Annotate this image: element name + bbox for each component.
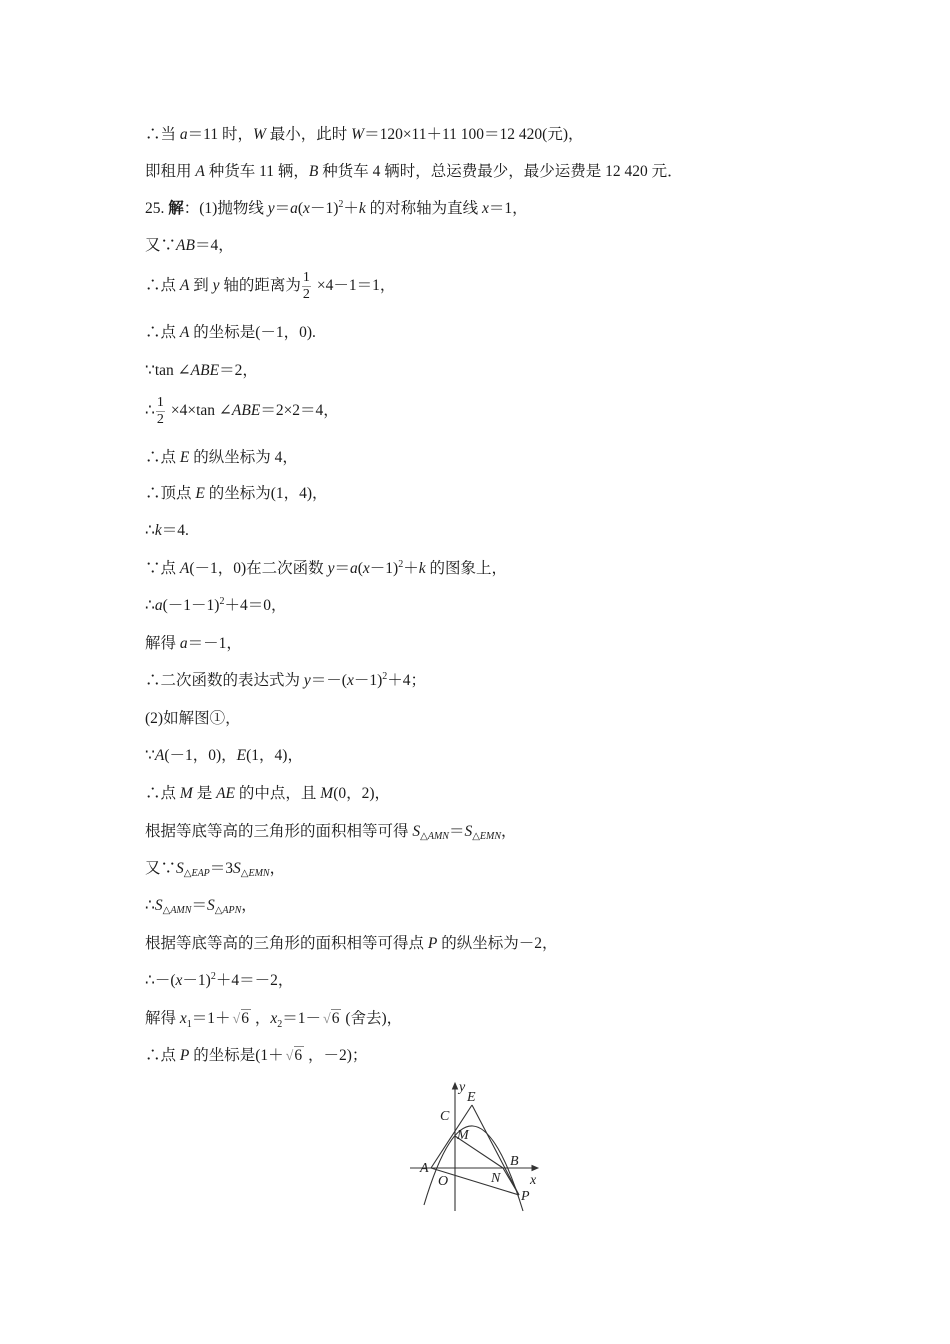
text-line-23: $\therefore-(x-1)^2+4=-2$， — [145, 971, 294, 989]
text-line-4: 又∵AB＝4， — [145, 237, 234, 254]
text-line-25: ∴点 P 的坐标是(1＋ √ 6 ，－2)； — [145, 1046, 367, 1066]
text-line-15: ∴二次函数的表达式为 $y=-(x-1)^2+4$； — [145, 671, 427, 689]
text-line-18: ∴点 M 是 AE 的中点，且 M(0，2)， — [145, 785, 391, 802]
square-root: √ 6 — [284, 1046, 304, 1066]
text-line-5: ∴点 A 到 y 轴的距离为 $\frac{1}{2}$ ×4－1＝1， — [145, 270, 396, 302]
square-root: √ 6 — [321, 1009, 341, 1029]
text-line-17: ∵A(－1，0)，E(1，4)， — [145, 747, 303, 764]
text-line-9: ∴点 E 的纵坐标为 4， — [145, 449, 298, 466]
square-root: √ 6 — [231, 1009, 251, 1029]
label-a: A — [420, 1161, 429, 1176]
text-line-19: 根据等底等高的三角形的面积相等可得 $S_{\triangle AMN}=S_{\triangle EMN}$， — [145, 823, 517, 842]
solution-label: 解 — [168, 200, 184, 217]
text-line-8: ∴ $\frac{1}{2}$ ×4×tan ∠ABE＝2×2＝4， — [145, 395, 339, 427]
text-line-11: ∴k＝4. — [145, 522, 189, 539]
fraction-one-half: $\frac{1}{2}$ — [302, 270, 310, 302]
label-c: C — [440, 1109, 450, 1124]
text-line-16: (2)如解图①， — [145, 710, 241, 727]
label-e: E — [467, 1090, 476, 1105]
text-line-21: $\therefore S_{\triangle AMN}=S_{\triangle APN}$， — [145, 897, 257, 916]
text-line-6: ∴点 A 的坐标是(－1，0). — [145, 324, 316, 341]
parabola-diagram — [400, 1075, 550, 1215]
text-line-1: ∴当 a＝11 时，W 最小，此时 W＝120×11＋11 100＝12 420(元)， — [145, 126, 584, 143]
text-line-14: 解得 a＝－1， — [145, 635, 242, 652]
label-n: N — [491, 1171, 501, 1186]
label-o: O — [438, 1174, 449, 1189]
label-b: B — [510, 1154, 519, 1169]
text-line-10: ∴顶点 E 的坐标为(1，4)， — [145, 485, 328, 502]
label-x: x — [530, 1173, 537, 1188]
text-line-22: 根据等底等高的三角形的面积相等可得点 P 的纵坐标为－2， — [145, 935, 558, 952]
text-line-2: 即租用 A 种货车 11 辆，B 种货车 4 辆时，总运费最少，最少运费是 12 420 元． — [145, 163, 683, 180]
text-line-7: ∵tan ∠ABE＝2， — [145, 362, 258, 379]
fraction-one-half: $\frac{1}{2}$ — [156, 395, 164, 427]
text-line-24: 解得 $x_1=1+$ √ 6 ，$x_2=1-$ √ 6 (舍去)， — [145, 1009, 402, 1035]
text-line-12: ∵点 A(－1，0)在二次函数 $y=a(x-1)^2+k$ 的图象上， — [145, 559, 507, 577]
text-line-13: $\therefore a(-1-1)^2+4=0$， — [145, 596, 287, 614]
label-p: P — [521, 1189, 530, 1204]
label-m: M — [457, 1128, 469, 1143]
problem-25-heading: 25. 解：(1)抛物线 $y=a(x-1)^2+k$ 的对称轴为直线 x＝1， — [145, 199, 528, 217]
text-line-20: 又$\because S_{\triangle EAP}=3S_{\triangle EMN}$， — [145, 860, 286, 879]
label-y: y — [459, 1080, 466, 1095]
